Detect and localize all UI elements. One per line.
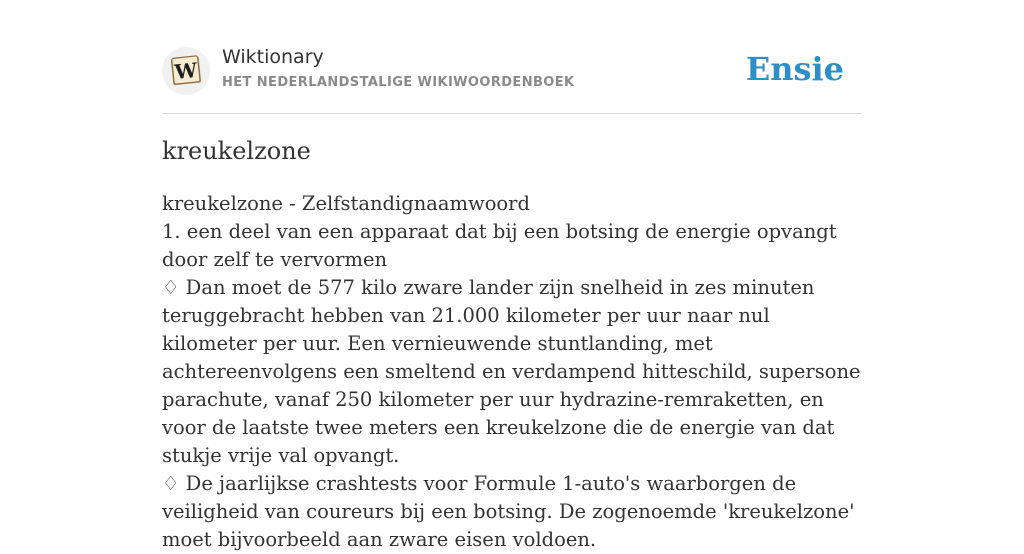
wiktionary-tile-icon bbox=[169, 54, 203, 88]
logo-letter: W bbox=[173, 57, 199, 85]
entry-body bbox=[162, 190, 862, 554]
site-header bbox=[162, 0, 862, 114]
page-title: kreukelzone bbox=[162, 137, 311, 165]
site-tagline: HET NEDERLANDSTALIGE WIKIWOORDENBOEK bbox=[222, 75, 575, 90]
wiktionary-logo[interactable] bbox=[162, 47, 210, 95]
page bbox=[162, 0, 862, 551]
example-sentence: ♢ De jaarlijkse crashtests voor Formule 1-auto's waarborgen de veiligheid van coureurs bij een botsing. De zogenoemde 'kreukelzone' moet bijvoorbeeld aan zware eisen voldoen. bbox=[162, 472, 855, 551]
example-sentence: ♢ Dan moet de 577 kilo zware lander zijn snelheid in zes minuten teruggebracht hebben van 21.000 kilometer per uur naar nul kilometer per uur. Een vernieuwende stuntlanding, met achtereenvolgens een smeltend en verdampend hitteschild, supersone parachute, vanaf 250 kilometer per uur hydrazine-remraketten, en voor de laatste twee meters een kreukelzone die de energie van dat stukje vrije val opvangt. bbox=[162, 276, 861, 467]
entry-definition: 1. een deel van een apparaat dat bij een botsing de energie opvangt door zelf te vervormen bbox=[162, 220, 837, 271]
entry-heading: kreukelzone - Zelfstandignaamwoord bbox=[162, 192, 530, 215]
site-name[interactable]: Wiktionary bbox=[222, 46, 324, 68]
brand-logo[interactable]: Ensie bbox=[745, 50, 844, 88]
